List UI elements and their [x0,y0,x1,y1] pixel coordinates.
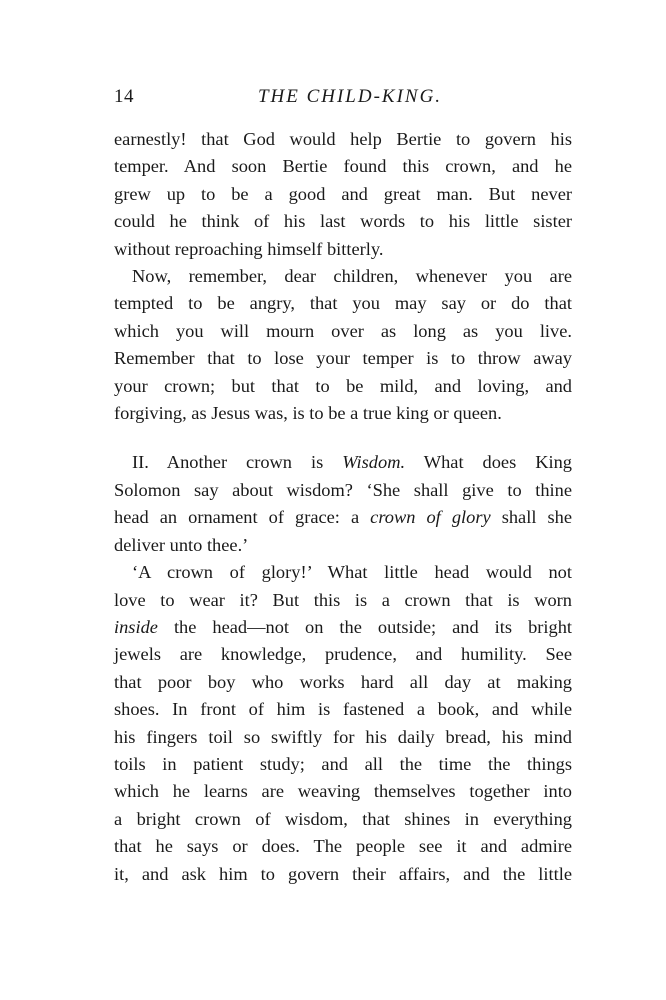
text-line: temper. And soon Bertie found this crown, and he [114,156,572,177]
text-line: love to wear it? But this is a crown that is worn [114,589,572,610]
text-run: the head—not on the outside; and its bright [157,616,572,637]
running-title: THE CHILD-KING. [257,86,443,107]
text-line: could he think of his last words to his little sister [114,211,572,232]
text-line: it, and ask him to govern their affairs, and the little [114,863,572,884]
text-line: which you will mourn over as long as you live. [114,320,572,341]
text-line: your crown; but that to be mild, and loving, and [114,375,572,396]
text-line: deliver unto thee.’ [114,534,249,555]
text-line: forgiving, as Jesus was, is to be a true king or queen. [114,403,502,424]
text-run: What does King [405,452,572,473]
paragraph-1 [114,126,572,263]
text-line: jewels are knowledge, prudence, and humility. See [114,644,572,665]
text-line: a bright crown of wisdom, that shines in everything [114,808,572,829]
text-line: earnestly! that God would help Bertie to govern his [114,129,572,149]
text-line [114,504,572,531]
italic-phrase-crown-of-glory: crown of glory [370,507,491,528]
body-text [114,126,572,888]
text-line: which he learns are weaving themselves together into [114,781,572,802]
text-line: toils in patient study; and all the time the things [114,753,572,774]
page-number: 14 [114,86,134,107]
paragraph-4 [114,559,572,888]
text-line: without reproaching himself bitterly. [114,238,384,259]
text-line: Now, remember, dear children, whenever you are [132,266,572,287]
paragraph-2 [114,263,572,427]
section-gap [114,427,572,449]
paragraph-3 [114,449,572,559]
italic-word-inside: inside [114,616,158,637]
text-run: II. Another crown is [132,452,343,473]
text-line: Remember that to lose your temper is to throw away [114,348,572,369]
text-line [114,449,572,476]
text-line: his fingers toil so swiftly for his daily bread, his mind [114,726,572,747]
text-line: tempted to be angry, that you may say or do that [114,293,572,314]
italic-term-wisdom: Wisdom. [342,452,406,473]
text-run: head an ornament of grace: a [114,507,371,528]
text-line: that he says or does. The people see it and admire [114,836,572,857]
text-line [114,614,572,641]
text-line: that poor boy who works hard all day at making [114,671,572,692]
text-line: shoes. In front of him is fastened a book, and while [114,699,572,720]
running-head [114,86,572,112]
text-line: ‘A crown of glory!’ What little head would not [132,562,572,583]
text-line: Solomon say about wisdom? ‘She shall give to thine [114,479,572,500]
text-run: shall she [490,507,572,528]
text-line: grew up to be a good and great man. But never [114,183,572,204]
